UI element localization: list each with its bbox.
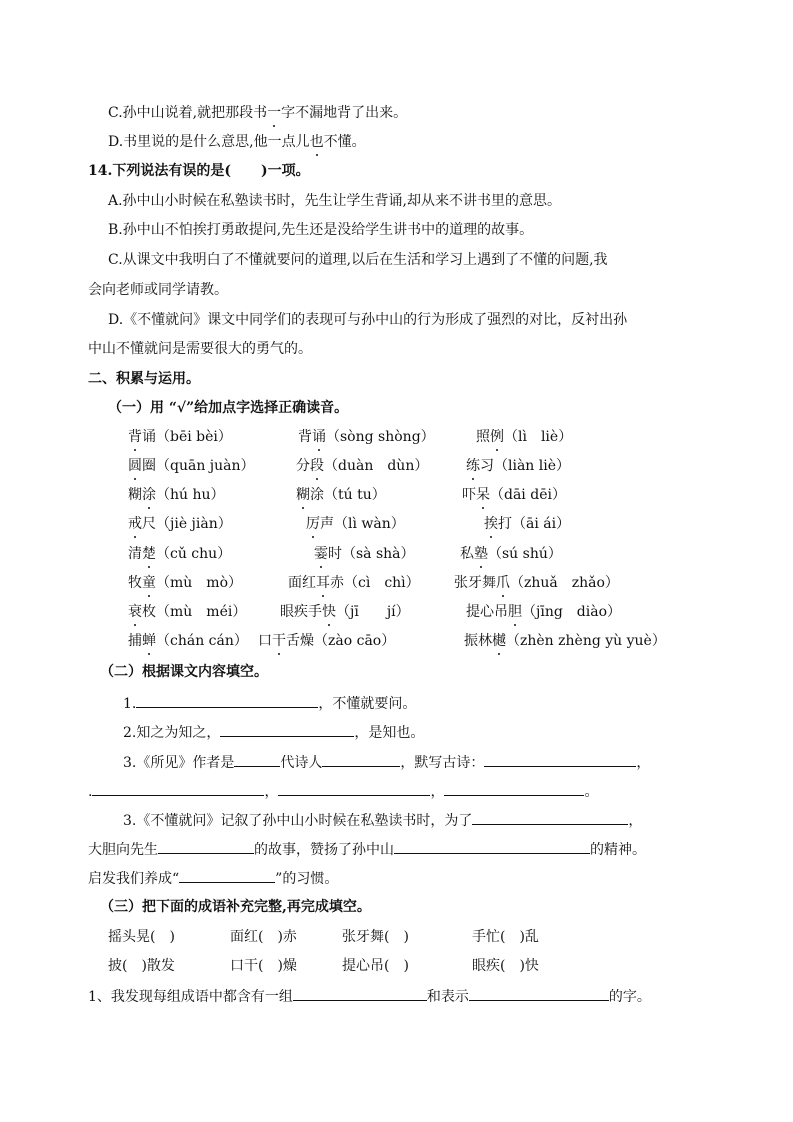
fill-blank[interactable] (92, 781, 264, 796)
fill-blank[interactable] (136, 693, 318, 708)
pinyin-item: 戒尺（jiè jiàn） (128, 516, 232, 532)
part3-title: （三）把下面的成语补充完整,再完成填空。 (100, 899, 371, 915)
pinyin-item: 私塾（sú shú） (460, 546, 562, 562)
idiom-item: 口干( )燥 (230, 958, 297, 974)
section-title: 二、积累与运用。 (88, 371, 200, 387)
fill-blank[interactable] (278, 781, 430, 796)
pinyin-item: 挨打（āi ái） (484, 516, 571, 532)
fill-blank[interactable] (158, 839, 254, 854)
pinyin-item: 糊涂（hú hu） (128, 487, 225, 503)
fill-line-3: 3.《所见》作者是 代诗人 ，默写古诗： ， (123, 752, 650, 772)
fill-line-4: . ， ， 。 (88, 781, 598, 801)
q14-option-c-cont: 会向老师或同学请教。 (88, 282, 228, 298)
fill-blank[interactable] (469, 986, 609, 1001)
pinyin-item: 提心吊胆（jīng diào） (466, 604, 622, 620)
pinyin-item: 霎时（sà shà） (314, 546, 415, 562)
q14-option-d-cont: 中山不懂就问是需要很大的勇气的。 (88, 341, 312, 357)
q14-option-a: A.孙中山小时候在私塾读书时，先生让学生背诵,却从来不讲书里的意思。 (108, 193, 562, 209)
q14-option-d: D.《不懂就问》课文中同学们的表现可与孙中山的行为形成了强烈的对比，反衬出孙 (108, 312, 628, 328)
pinyin-item: 牧童（mù mò） (128, 575, 242, 591)
fill-line-5: 3.《不懂就问》记叙了孙中山小时候在私塾读书时，为了 ， (123, 810, 642, 830)
idiom-item: 提心吊( ) (342, 958, 409, 974)
idiom-item: 手忙( )乱 (472, 929, 539, 945)
idiom-item: 眼疾( )快 (472, 958, 539, 974)
fill-blank[interactable] (179, 868, 275, 883)
fill-blank[interactable] (322, 752, 400, 767)
fill-blank[interactable] (472, 810, 628, 825)
idiom-item: 披( )散发 (108, 958, 175, 974)
fill-line-2: 2.知之为知之， ，是知也。 (123, 722, 424, 742)
fill-blank[interactable] (234, 752, 280, 767)
part1-title: （一）用 “√”给加点字选择正确读音。 (108, 400, 349, 416)
pinyin-item: 圆圈（quān juàn） (128, 458, 255, 474)
fill-blank[interactable] (484, 752, 636, 767)
final-question: 1、我发现每组成语中都含有一组 和表示 的字。 (88, 986, 651, 1006)
fill-line-1: 1. ，不懂就要问。 (123, 693, 416, 713)
pinyin-item: 背诵（bēi bèi） (128, 429, 232, 445)
q14-option-b: B.孙中山不怕挨打勇敢提问,先生还是没给学生讲书中的道理的故事。 (108, 222, 534, 238)
pinyin-item: 面红耳赤（cì chì） (288, 575, 420, 591)
pinyin-item: 厉声（lì wàn） (306, 516, 405, 532)
pinyin-item: 背诵（sòng shòng） (298, 429, 435, 445)
idiom-item: 面红( )赤 (230, 929, 297, 945)
fill-line-7: 启发我们养成“ ”的习惯。 (88, 868, 338, 888)
pinyin-item: 分段（duàn dùn） (296, 458, 429, 474)
fill-line-6: 大胆向先生 的故事，赞扬了孙中山 的精神。 (88, 839, 646, 859)
q14-stem: 14.下列说法有误的是( )一项。 (88, 163, 310, 179)
pinyin-item: 口干舌燥（zào cāo） (258, 633, 396, 649)
idiom-item: 摇头晃( ) (108, 929, 175, 945)
pinyin-item: 吓呆（dāi dēi） (462, 487, 566, 503)
pinyin-item: 张牙舞爪（zhuǎ zhǎo） (454, 575, 619, 591)
pinyin-item: 练习（liàn liè） (466, 458, 571, 474)
q13-option-c: C.孙中山说着,就把那段书一字不漏地背了出来。 (108, 105, 408, 121)
pinyin-item: 清楚（cǔ chu） (128, 546, 232, 562)
part2-title: （二）根据课文内容填空。 (100, 664, 268, 680)
pinyin-item: 捕蝉（chán cán） (128, 633, 248, 649)
q14-option-c: C.从课文中我明白了不懂就要问的道理,以后在生活和学习上遇到了不懂的问题,我 (108, 252, 608, 268)
pinyin-item: 衰枚（mù méi） (128, 604, 247, 620)
fill-blank[interactable] (394, 839, 590, 854)
pinyin-item: 振林樾（zhèn zhèng yù yuè） (464, 633, 666, 649)
fill-blank[interactable] (293, 986, 427, 1001)
idiom-item: 张牙舞( ) (342, 929, 409, 945)
pinyin-item: 糊涂（tú tu） (296, 487, 386, 503)
fill-blank[interactable] (444, 781, 584, 796)
fill-blank[interactable] (220, 722, 354, 737)
pinyin-item: 照例（lì liè） (476, 429, 573, 445)
q13-option-d: D.书里说的是什么意思,他一点儿也不懂。 (108, 134, 366, 150)
pinyin-item: 眼疾手快（jī jí） (280, 604, 410, 620)
